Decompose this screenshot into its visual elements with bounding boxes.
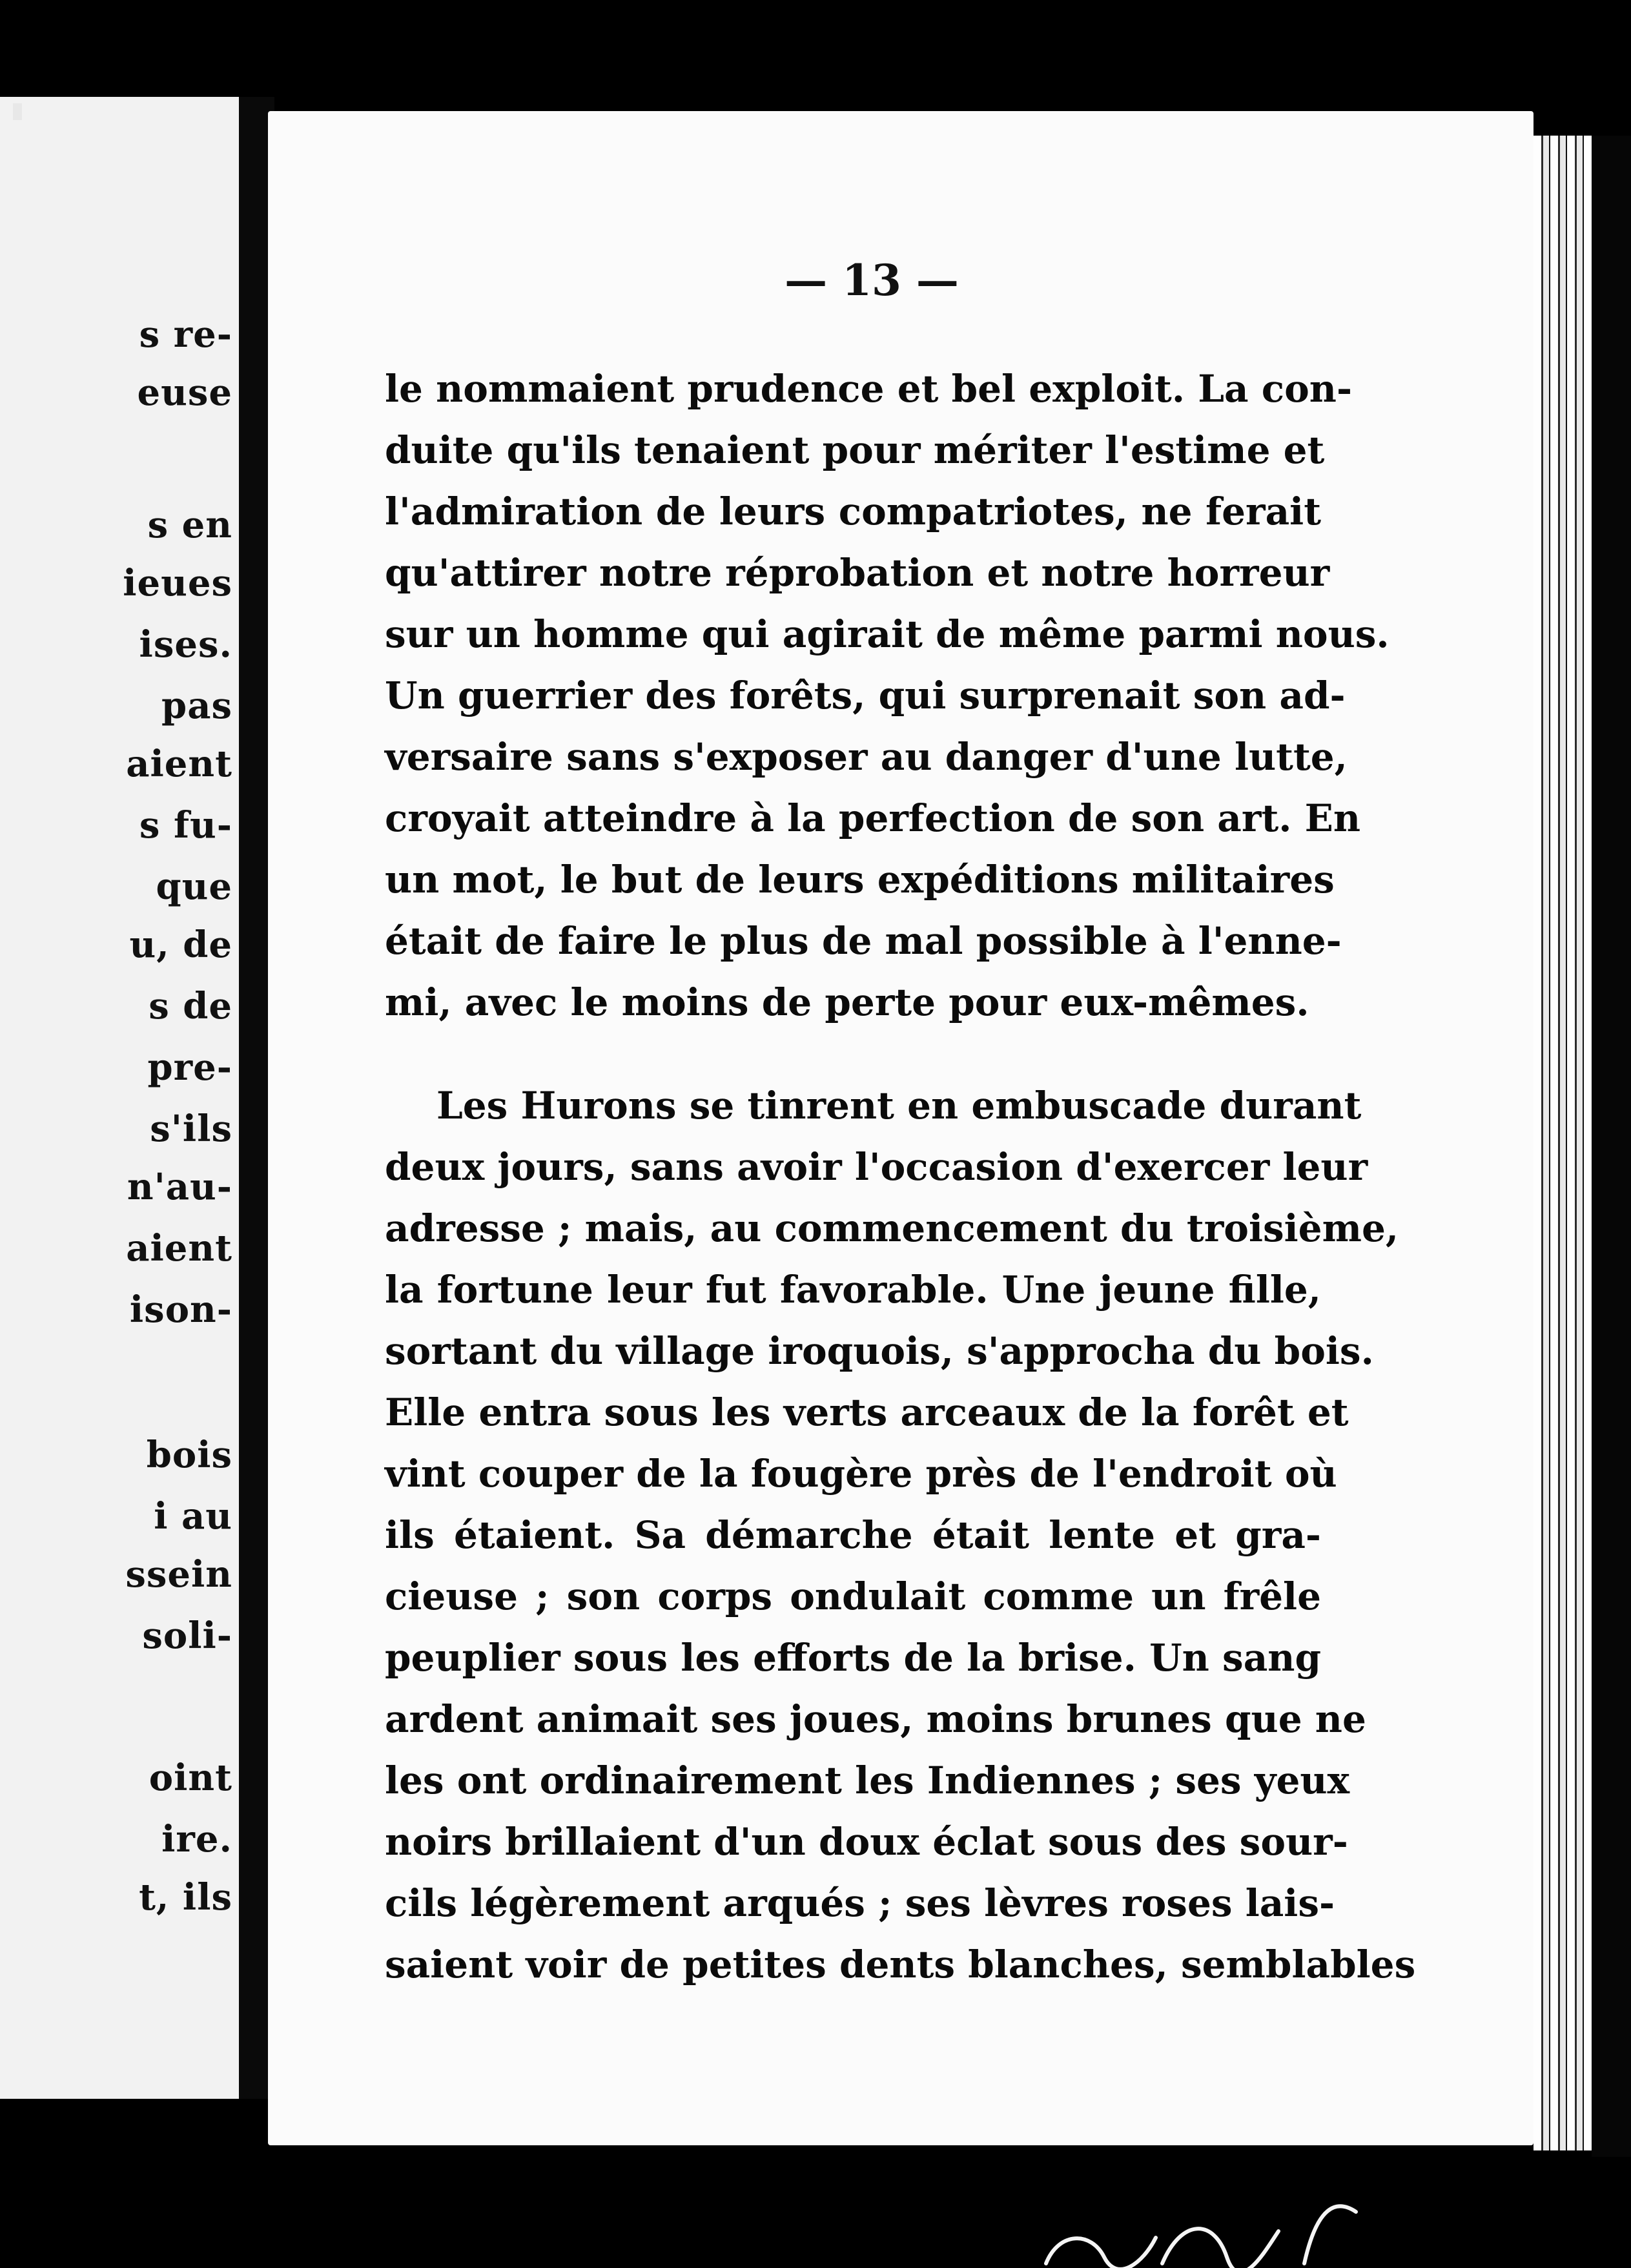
text-line: sortant du village iroquois, s'approcha du bois. (385, 1329, 1374, 1373)
text-line: sur un homme qui agirait de même parmi nous. (385, 612, 1390, 656)
left-page-line: i au (154, 1495, 232, 1538)
left-page-line: bois (146, 1434, 232, 1476)
paragraph-2 (385, 1075, 1416, 1995)
paragraph-1 (385, 358, 1390, 1033)
text-line: croyait atteindre à la perfection de son art. En (385, 796, 1361, 840)
left-page-line: s fu- (139, 804, 232, 847)
corner-mark (13, 103, 22, 120)
text-line: Elle entra sous les verts arceaux de la forêt et (385, 1390, 1349, 1434)
left-page-line: aient (126, 743, 232, 785)
left-page-line: ieues (123, 562, 232, 604)
left-page-line: n'au- (127, 1166, 232, 1208)
left-page-line: aient (126, 1227, 232, 1270)
text-line: l'admiration de leurs compatriotes, ne ferait (385, 490, 1321, 533)
text-line: ils étaient. Sa démarche était lente et gra- (385, 1513, 1321, 1557)
page-edge-shadow (1592, 136, 1631, 2157)
page-edges (1534, 136, 1592, 2150)
left-page-line: s'ils (150, 1108, 232, 1150)
text-line: le nommaient prudence et bel exploit. La con- (385, 367, 1353, 411)
left-page-line: que (156, 865, 232, 908)
left-page-line: ises. (139, 623, 232, 666)
text-line: Les Hurons se tinrent en embuscade durant (436, 1084, 1362, 1128)
text-line: duite qu'ils tenaient pour mériter l'estime et (385, 428, 1325, 472)
text-line: noirs brillaient d'un doux éclat sous des sour- (385, 1820, 1348, 1864)
page-number: — 13 — (785, 255, 959, 305)
text-line: était de faire le plus de mal possible à l'enne- (385, 919, 1342, 963)
left-page-line: ison- (129, 1288, 232, 1331)
text-line: la fortune leur fut favorable. Une jeune fille, (385, 1268, 1321, 1312)
text-line: les ont ordinairement les Indiennes ; ses yeux (385, 1758, 1350, 1802)
text-line: un mot, le but de leurs expéditions militaires (385, 858, 1335, 902)
text-line: adresse ; mais, au commencement du troisième, (385, 1206, 1399, 1250)
text-line: qu'attirer notre réprobation et notre horreur (385, 551, 1330, 595)
handwritten-scribble (1033, 2192, 1395, 2268)
left-page-line: soli- (142, 1614, 232, 1657)
text-line: versaire sans s'exposer au danger d'une lutte, (385, 735, 1348, 779)
text-line: Un guerrier des forêts, qui surprenait son ad- (385, 674, 1346, 717)
left-page (0, 97, 245, 2099)
left-page-line: u, de (129, 923, 232, 966)
text-line: cils légèrement arqués ; ses lèvres roses lais- (385, 1881, 1335, 1925)
text-line: peuplier sous les efforts de la brise. Un sang (385, 1636, 1321, 1680)
left-page-line: euse (137, 371, 232, 414)
left-page-line: ire. (161, 1818, 232, 1861)
left-page-line: ssein (125, 1553, 232, 1596)
left-page-line: pas (161, 685, 232, 727)
text-line: saient voir de petites dents blanches, semblables (385, 1943, 1416, 1986)
left-page-line: s de (149, 985, 232, 1027)
left-page-line: pre- (147, 1046, 232, 1089)
text-line: deux jours, sans avoir l'occasion d'exercer leur (385, 1145, 1368, 1189)
text-line: cieuse ; son corps ondulait comme un frêle (385, 1574, 1321, 1618)
text-line: vint couper de la fougère près de l'endroit où (385, 1452, 1337, 1496)
text-line: ardent animait ses joues, moins brunes que ne (385, 1697, 1366, 1741)
left-page-line: t, ils (139, 1876, 232, 1919)
left-page-line: oint (149, 1757, 232, 1799)
text-line: mi, avec le moins de perte pour eux-mêmes. (385, 980, 1309, 1024)
left-page-line: s en (147, 504, 232, 546)
left-page-line: s re- (139, 313, 232, 356)
